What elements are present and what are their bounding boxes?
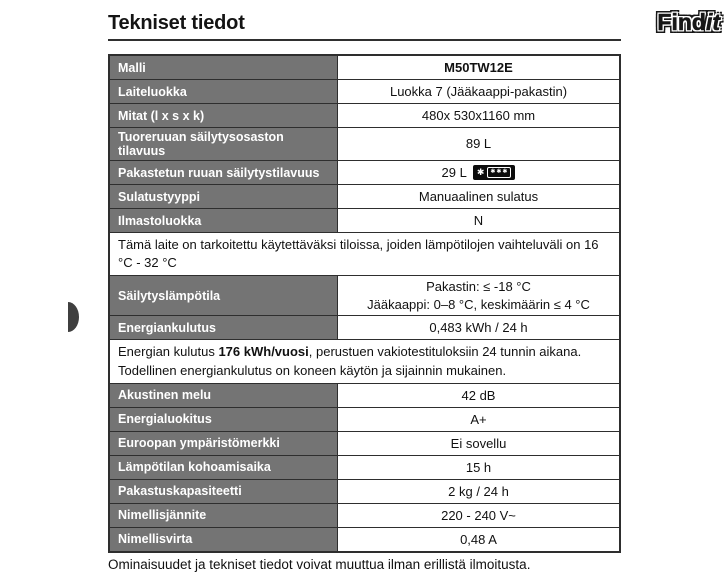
page-edge-marker [68, 302, 79, 332]
spec-value-text: M50TW12E [444, 59, 513, 75]
spec-value [338, 528, 619, 551]
table-row [110, 209, 619, 233]
spec-label: Ilmastoluokka [110, 209, 338, 232]
spec-value-text: 2 kg / 24 h [448, 483, 509, 499]
energy-note-bold-value: 176 kWh/vuosi [218, 344, 309, 360]
spec-value [338, 128, 619, 160]
snowflake-icon: ✱ [476, 167, 485, 177]
spec-label: Akustinen melu [110, 384, 338, 407]
spec-value [338, 384, 619, 407]
spec-value [338, 185, 619, 208]
spec-value-text: Manuaalinen sulatus [418, 188, 539, 204]
spec-label: Pakastuskapasiteetti [110, 480, 338, 503]
spec-value-text: 89 L [465, 136, 492, 152]
spec-value [338, 316, 619, 339]
spec-label: Laiteluokka [110, 80, 338, 103]
spec-value-line: Pakastin: ≤ -18 °C [426, 279, 531, 295]
spec-value [338, 504, 619, 527]
table-row [110, 408, 619, 432]
table-row [110, 161, 619, 185]
spec-value [338, 276, 619, 315]
table-row [110, 480, 619, 504]
page-title: Tekniset tiedot [108, 12, 245, 34]
three-stars-icon: ✱✱✱ [487, 167, 511, 178]
energy-note-suffix: , perustuen vakiotestituloksiin 24 tunnin aikana. [308, 344, 582, 360]
energy-note-prefix: Energian kulutus [118, 344, 219, 360]
table-row [110, 185, 619, 209]
spec-label: Nimellisvirta [110, 528, 338, 551]
table-row [110, 128, 619, 161]
four-star-freezer-rating-icon [473, 165, 516, 180]
spec-value [338, 408, 619, 431]
table-row [110, 528, 619, 551]
table-row [110, 456, 619, 480]
spec-value-text: 42 dB [461, 387, 496, 403]
spec-label: Malli [110, 56, 338, 79]
spec-value-text: N [473, 212, 484, 228]
spec-value [338, 480, 619, 503]
page-content [108, 12, 621, 572]
table-row [110, 56, 619, 80]
spec-value-text: 480x 530x1160 mm [421, 107, 536, 123]
findit-logo [657, 9, 720, 36]
spec-value-text: 15 h [465, 459, 492, 475]
spec-value [338, 209, 619, 232]
table-row [110, 432, 619, 456]
table-row [110, 504, 619, 528]
spec-value-text: A+ [470, 411, 487, 427]
spec-value-text: 220 - 240 V~ [441, 507, 516, 523]
table-row [110, 384, 619, 408]
table-note-row [110, 233, 619, 276]
spec-label: Tuoreruuan säilytysosaston tilavuus [110, 128, 338, 160]
spec-value-text: 0,483 kWh / 24 h [429, 320, 528, 336]
table-row [110, 316, 619, 340]
spec-label: Energiankulutus [110, 316, 338, 339]
spec-value [338, 456, 619, 479]
findit-logo-italic: it [705, 9, 720, 35]
spec-value [338, 432, 619, 455]
table-row [110, 276, 619, 316]
spec-label: Nimellisjännite [110, 504, 338, 527]
spec-label: Mitat (l x s x k) [110, 104, 338, 127]
spec-label: Energialuokitus [110, 408, 338, 431]
spec-value [338, 161, 619, 184]
spec-value [338, 80, 619, 103]
title-rule [108, 39, 621, 41]
spec-label: Pakastetun ruuan säilytystilavuus [110, 161, 338, 184]
spec-value-text: Ei sovellu [450, 435, 507, 451]
spec-value-line: Jääkaappi: 0–8 °C, keskimäärin ≤ 4 °C [367, 296, 590, 312]
spec-value-text: 0,48 A [460, 531, 497, 547]
spec-label: Euroopan ympäristömerkki [110, 432, 338, 455]
footer-note: Ominaisuudet ja tekniset tiedot voivat muuttua ilman erillistä ilmoitusta. [108, 556, 531, 572]
spec-value-text: Luokka 7 (Jääkaappi-pakastin) [389, 83, 568, 99]
energy-note-line2: Todellinen energiankulutus on koneen käytön ja sijainnin mukainen. [118, 362, 507, 378]
table-note-row [110, 340, 619, 383]
table-row [110, 80, 619, 104]
spec-label: Lämpötilan kohoamisaika [110, 456, 338, 479]
spec-label: Säilytyslämpötila [110, 276, 338, 315]
findit-logo-main: Find [657, 9, 706, 35]
spec-label: Sulatustyyppi [110, 185, 338, 208]
table-row [110, 104, 619, 128]
note-text: Tämä laite on tarkoitettu käytettäväksi tiloissa, joiden lämpötilojen vaihteluväli on 16 °C - 32 °C [118, 237, 599, 271]
spec-table [108, 54, 621, 553]
spec-value [338, 104, 619, 127]
energy-note-text [110, 340, 619, 382]
spec-value-text: 29 L [441, 164, 467, 180]
spec-value [338, 56, 619, 79]
